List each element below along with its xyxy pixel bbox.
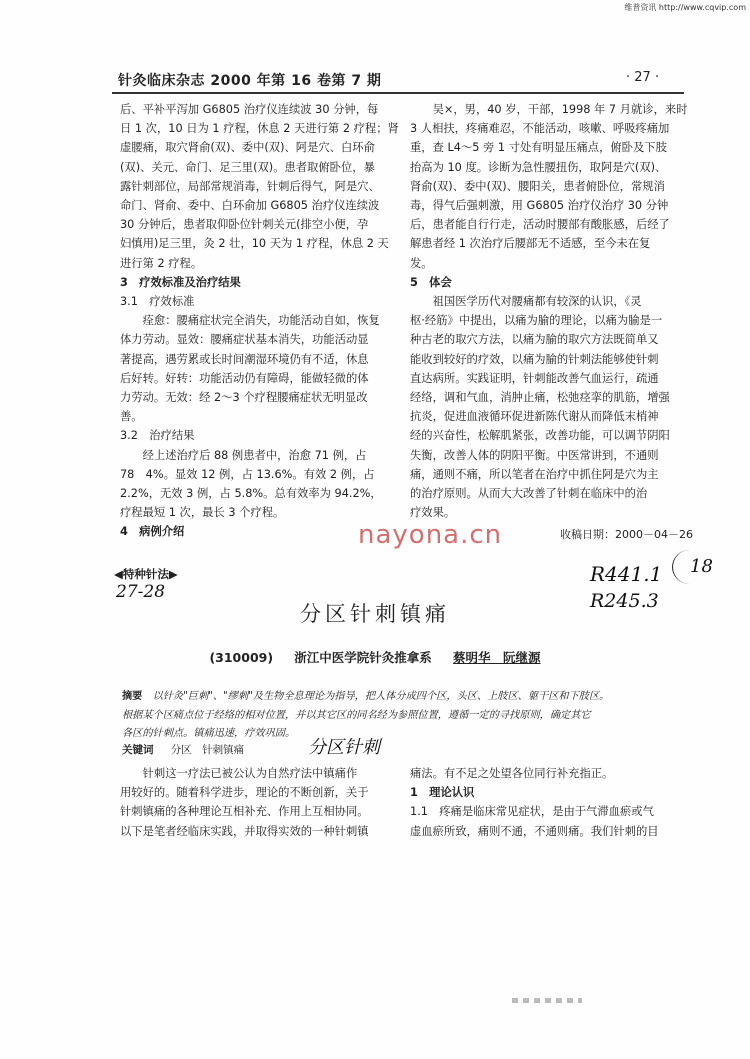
text-line: 抬高为 10 度。诊断为急性腰扭伤，取阿是穴(双)、 xyxy=(410,160,667,174)
received-date: 收稿日期：2000－04－26 xyxy=(560,528,693,541)
abstract-line: 根据某个区痛点位于经络的相对位置，并以其它区的同名经为参照位置，遵循一定的寻找原则，确定其它 xyxy=(122,709,591,721)
handwritten-pages: 27-28 xyxy=(116,582,166,602)
affiliation-line xyxy=(0,648,750,666)
text-line: 的治疗原则。从而大大改善了针刺在临床中的治 xyxy=(410,487,648,501)
text-line: 吴×，男，40 岁，干部，1998 年 7 月就诊，来时 xyxy=(410,103,688,116)
text-line: 善。 xyxy=(120,410,143,424)
page-number: · 27 · xyxy=(626,70,660,85)
subsection-heading: 3.2 治疗结果 xyxy=(120,429,195,443)
text-line: 疗效果。 xyxy=(410,506,456,520)
text-line: 虚血瘀所致，痛则不通，不通则痛。我们针刺的目 xyxy=(410,824,659,838)
postcode: (310009) xyxy=(209,650,274,665)
section-heading: 3 疗效标准及治疗结果 xyxy=(120,275,241,289)
text-line: 3 人相扶，疼痛难忍，不能活动，咳嗽、呼吸疼痛加 xyxy=(410,122,670,136)
header-rule xyxy=(112,92,684,94)
text-line: 露针刺部位，局部常规消毒，针刺后得气，阿是穴、 xyxy=(120,179,380,193)
text-line: 解患者经 1 次治疗后腰部无不适感，至今未在复 xyxy=(410,237,651,251)
text-line: 痛法。有不足之处望各位同行补充指正。 xyxy=(410,767,614,780)
text-line: 毒，得气后强刺激，用 G6805 治疗仪治疗 30 分钟 xyxy=(410,199,669,213)
text-line: 祖国医学历代对腰痛都有较深的认识，《灵 xyxy=(410,295,642,309)
abstract-label: 摘要 xyxy=(122,691,143,702)
text-line: 发。 xyxy=(410,256,433,270)
text-line: 命门、肾俞、委中、白环俞加 G6805 治疗仪连续波 xyxy=(120,199,380,213)
text-line: 以下是笔者经临床实践，并取得实效的一种针刺镇 xyxy=(120,824,369,838)
text-line: 能收到较好的疗效，以痛为腧的针刺法能够使针刺 xyxy=(410,352,659,366)
text-line: 后好转。好转：功能活动仍有障碍，能做轻微的体 xyxy=(120,371,369,385)
body-left-column xyxy=(120,764,369,841)
handwritten-code-1: R441.1 xyxy=(590,562,663,586)
text-line: 经络，调和气血，消肿止痛，松弛痉挛的肌筋，增强 xyxy=(410,391,670,405)
text-line: 痊愈：腰痛症状完全消失，功能活动自如，恢复 xyxy=(120,314,380,328)
text-line: 妇慎用)足三里，灸 2 壮，10 天为 1 疗程，休息 2 天 xyxy=(120,237,389,251)
text-line: 针刺这一疗法已被公认为自然疗法中镇痛作 xyxy=(120,767,358,780)
text-line: 后，患者能自行行走，活动时腰部有酸胀感，后经了 xyxy=(410,218,670,232)
text-line: 抗炎，促进血液循环促进新陈代谢从而降低末梢神 xyxy=(410,410,659,424)
abstract xyxy=(122,688,692,744)
text-line: 失衡，改善人体的阴阳平衡。中医常讲到，不通则 xyxy=(410,448,659,462)
text-line: 体力劳动。显效：腰痛症状基本消失，功能活动显 xyxy=(120,333,369,347)
affiliation: 浙江中医学院针灸推拿系 xyxy=(294,650,432,665)
text-line: 用较好的。随着科学进步，理论的不断创新，关于 xyxy=(120,786,369,800)
text-line: 枢·经筋》中提出，以痛为腧的理论，以痛为腧是一 xyxy=(410,314,663,328)
text-line: 力劳动。无效：经 2～3 个疗程腰痛症状无明显改 xyxy=(120,391,368,405)
abstract-line: 以针灸"巨刺"、"缪刺"及生物全息理论为指导，把人体分成四个区，头区、上肢区、躯干区和下肢区。 xyxy=(152,691,610,702)
right-column xyxy=(410,100,688,522)
text-line: 种古老的取穴方法，以痛为腧的取穴方法既简单又 xyxy=(410,333,659,347)
left-column xyxy=(120,100,399,542)
watermark: 维普资讯 http://www.cqvip.com xyxy=(624,3,746,12)
text-line: 进行第 2 疗程。 xyxy=(120,256,203,270)
section-badge: ◀特种针法▶ xyxy=(114,567,178,581)
text-line: 经上述治疗后 88 例患者中，治愈 71 例，占 xyxy=(120,448,367,462)
subsection-heading: 3.1 疗效标准 xyxy=(120,295,195,309)
text-line: 疗程最短 1 次，最长 3 个疗程。 xyxy=(120,506,285,520)
text-line: 30 分钟后，患者取仰卧位针刺关元(排空小便，孕 xyxy=(120,218,369,232)
text-line: 重，查 L4～5 旁 1 寸处有明显压痛点，俯卧及下肢 xyxy=(410,141,667,155)
text-line: 经的兴奋性，松解肌紧张，改善功能，可以调节阴阳 xyxy=(410,429,670,443)
body-right-column xyxy=(410,764,659,841)
text-line: 肾俞(双)、委中(双)、腰阳关，患者俯卧位，常规消 xyxy=(410,179,665,193)
text-line: 日 1 次，10 日为 1 疗程，休息 2 天进行第 2 疗程；肾 xyxy=(120,122,399,136)
handwritten-code-2: R245.3 xyxy=(590,590,659,612)
text-line: 著提高，遇劳累或长时间潮湿环境仍有不适，休息 xyxy=(120,352,369,366)
text-line: 78 4%。显效 12 例，占 13.6%。有效 2 例，占 xyxy=(120,467,375,481)
text-line: (双)、关元、命门、足三里(双)。患者取俯卧位，暴 xyxy=(120,160,375,174)
keywords xyxy=(122,742,244,757)
journal-header: 针灸临床杂志 2000 年第 16 卷第 7 期 xyxy=(118,73,382,89)
text-line: 针刺镇痛的各种理论互相补充、作用上互相协同。 xyxy=(120,805,369,819)
section-heading: 4 病例介绍 xyxy=(120,525,185,539)
keywords-value: 分区 针刺镇痛 xyxy=(170,744,245,756)
handwritten-number: 18 xyxy=(690,556,713,577)
section-heading: 5 体会 xyxy=(410,275,452,289)
faint-scan-marks xyxy=(512,998,582,1003)
site-watermark: nayona.cn xyxy=(358,520,503,550)
text-line: 1.1 疼痛是临床常见症状，是由于气滞血瘀或气 xyxy=(410,805,654,819)
abstract-line: 各区的针刺点。镇痛迅速，疗效巩固。 xyxy=(122,728,296,739)
text-line: 痛，通则不痛，所以笔者在治疗中抓住阿是穴为主 xyxy=(410,467,659,481)
text-line: 直达病所。实践证明，针刺能改善气血运行，疏通 xyxy=(410,371,659,385)
authors: 蔡明华 阮继源 xyxy=(453,650,541,665)
keywords-label: 关键词 xyxy=(122,744,154,756)
article-title: 分区针刺镇痛 xyxy=(300,602,450,626)
section-heading: 1 理论认识 xyxy=(410,786,475,800)
text-line: 虚腰痛，取穴肾俞(双)、委中(双)、阿是穴、白环俞 xyxy=(120,141,375,155)
text-line: 2.2%，无效 3 例，占 5.8%。总有效率为 94.2%， xyxy=(120,487,382,501)
text-line: 后、平补平泻加 G6805 治疗仪连续波 30 分钟，每 xyxy=(120,103,379,116)
handwritten-keyword: 分区针刺 xyxy=(308,737,380,758)
